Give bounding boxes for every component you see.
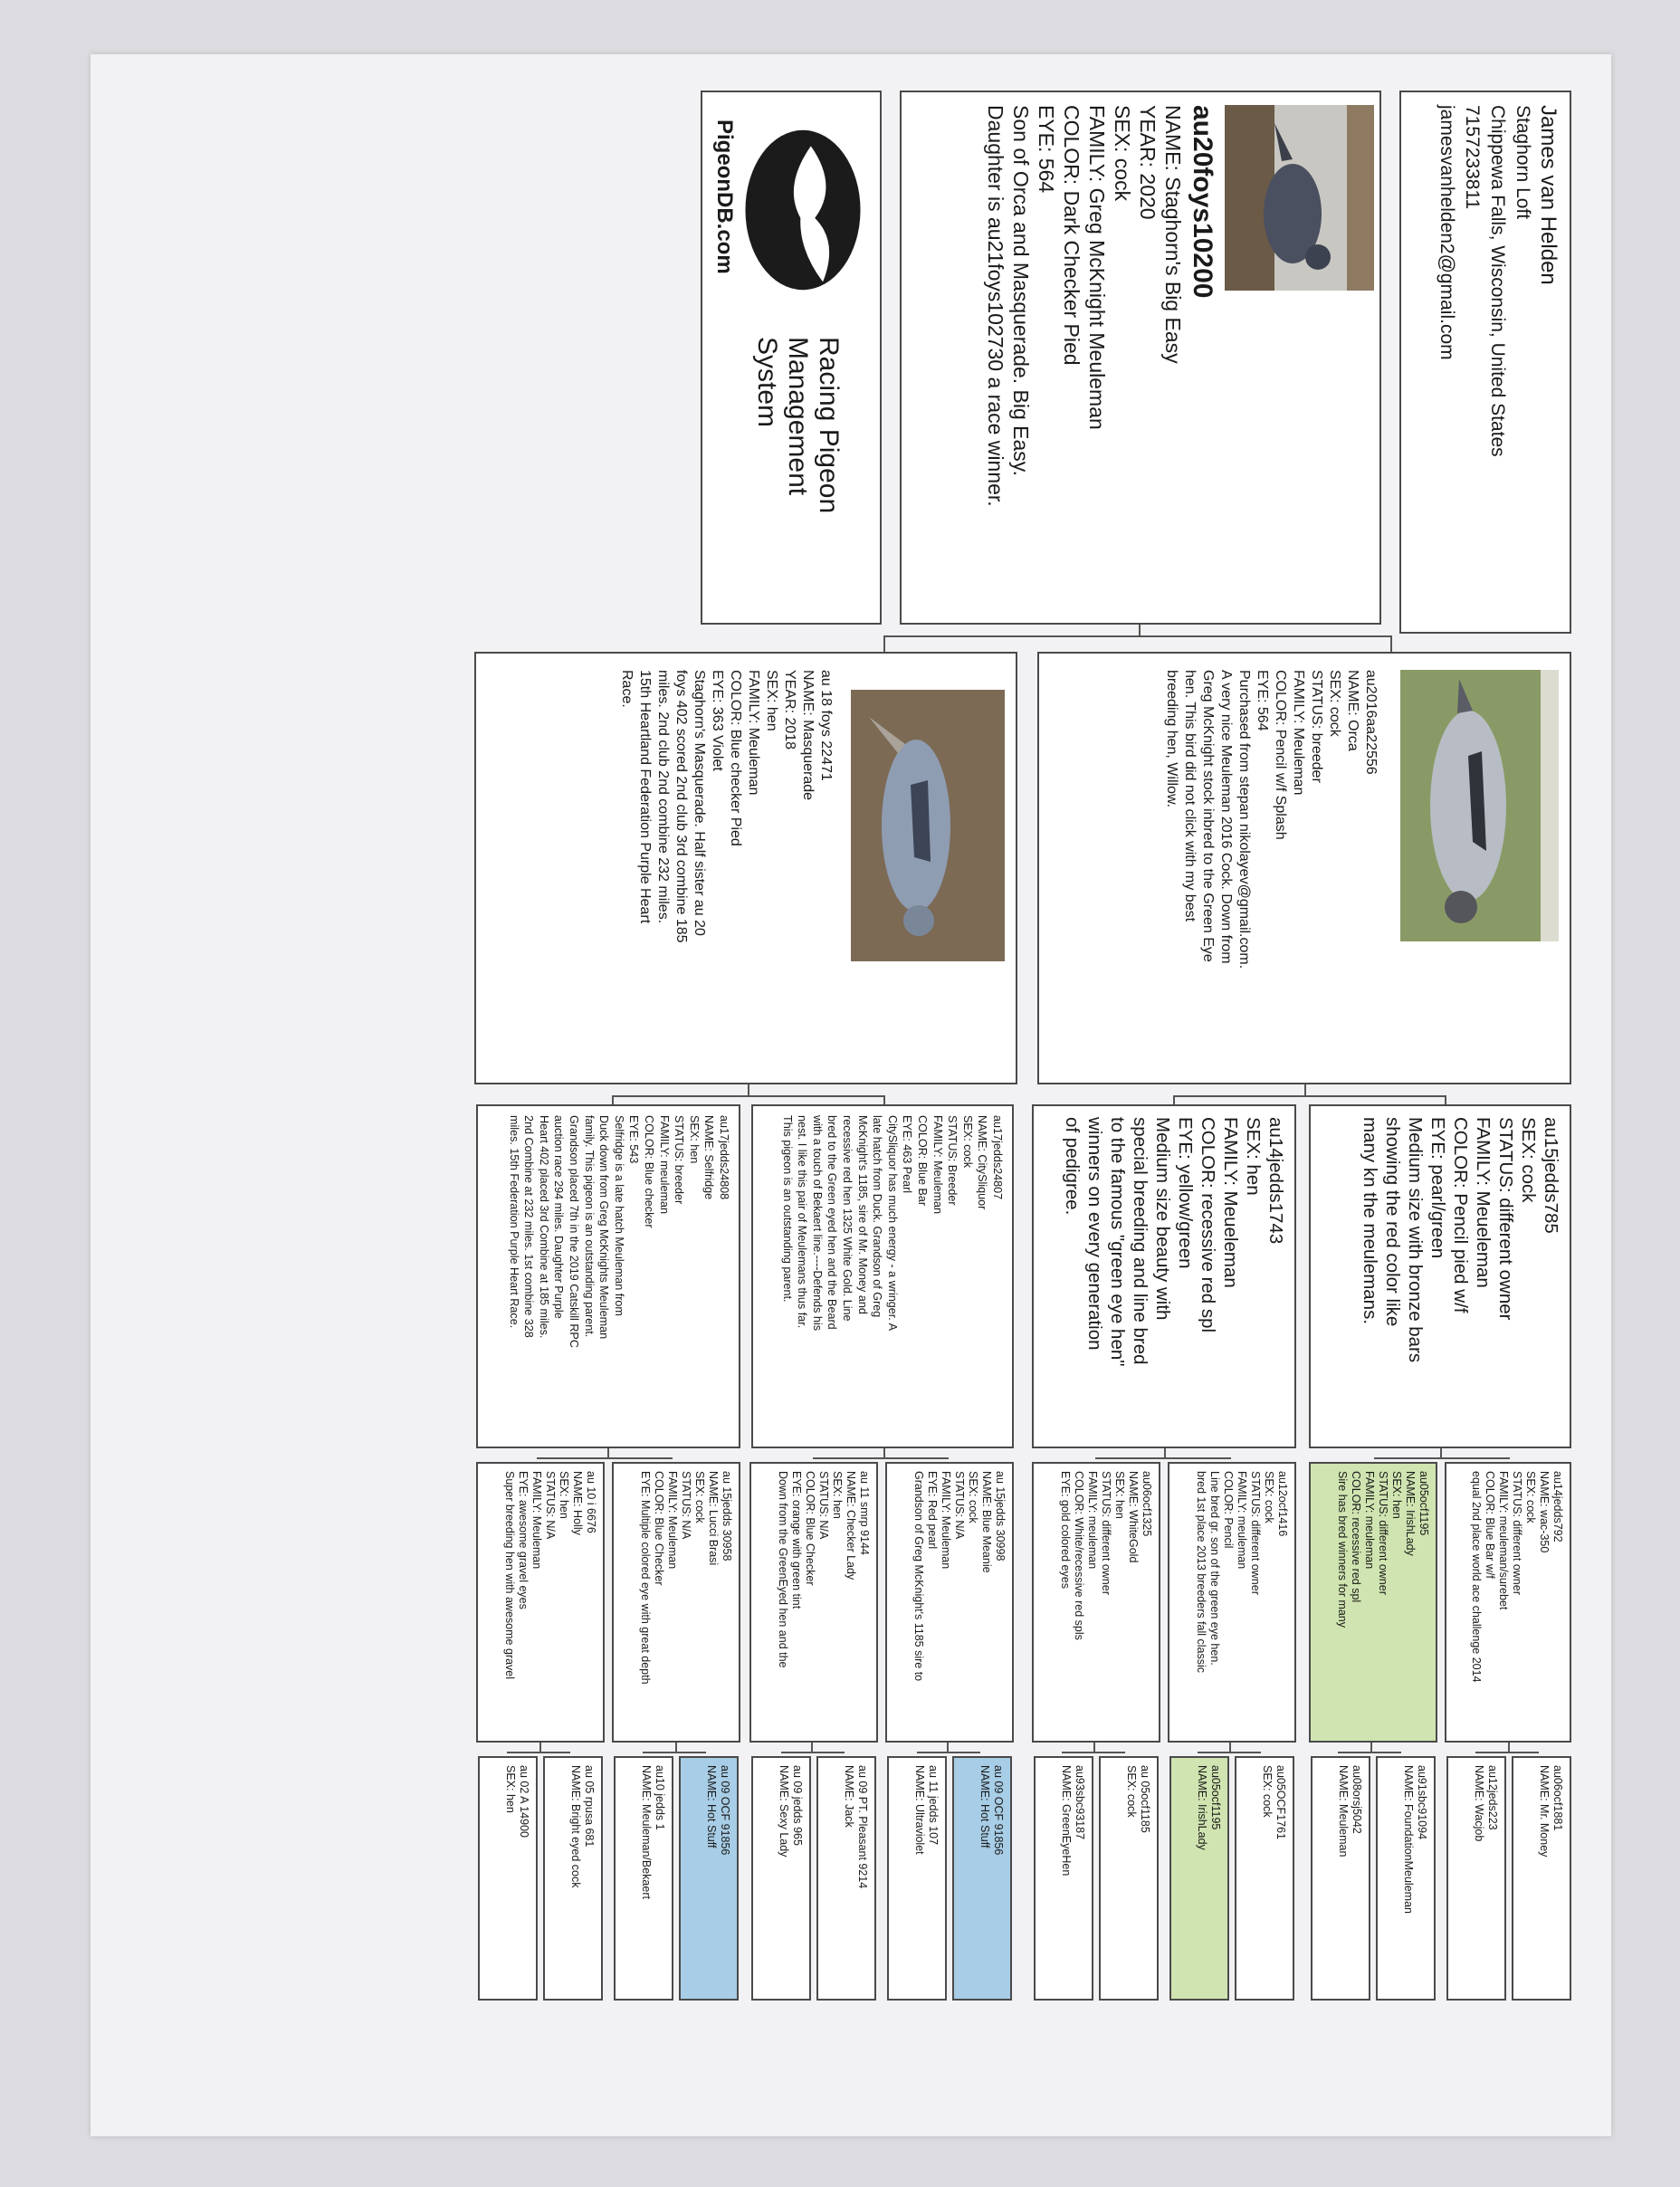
ancestor-box [1311, 1756, 1370, 2001]
great-grandparent-details: au05ocf1195 NAME: IrishLady SEX: hen STATUS: different owner FAMILY: meuleman COLOR: recessive red spl Sire has bred winners for many [1336, 1471, 1430, 1628]
connector [1173, 1095, 1175, 1104]
subject-year: YEAR: 2020 [1136, 105, 1160, 220]
ancestor-details: au 09 jedds 965 NAME: Sexy Lady [778, 1765, 804, 1858]
subject-details [983, 105, 1218, 612]
grandsire-box [1309, 1104, 1571, 1448]
ancestor-box [816, 1756, 876, 2001]
connector [1198, 1752, 1261, 1753]
great-grandparent-details: au 15jedds 30998 NAME: Blue Meanie SEX: cock STATUS: N/A FAMILY: Meuleman EYE: Red pearl Grandson of Greg McKnight's 1185 sire to [912, 1471, 1007, 1682]
ancestor-box [1034, 1756, 1093, 2001]
great-grandparent-box [1168, 1462, 1296, 1743]
granddam-box [476, 1104, 740, 1448]
ancestor-details: au 09 OCF 91856 NAME: Hot Stuff [978, 1765, 1005, 1856]
connector [537, 1457, 673, 1459]
connector [607, 1448, 609, 1457]
dam-details: au 18 foys 22471 NAME: Masquerade YEAR: 2018 SEX: hen FAMILY: Meuleman COLOR: Blue checker Pied EYE: 363 Violet Staghorn's Masquerade. Half sister au 20 foys 402 scored 2nd club 3rd combine 185 miles. 2nd club 2nd combine 232 miles. 15th Heartland Federation Purple Heart Race. [619, 670, 834, 943]
subject-family: FAMILY: Greg McKnight Meuleman [1085, 105, 1109, 430]
connector [643, 1752, 706, 1753]
grandsire-box [751, 1104, 1014, 1448]
ancestor-box [1169, 1756, 1229, 2001]
dam-photo [851, 690, 1005, 961]
ancestor-details: au 05ocf1185 SEX: cock [1125, 1765, 1151, 1833]
ancestor-box [1376, 1756, 1436, 2001]
subject-box [900, 91, 1381, 625]
subject-notes: Son of Orca and Masquerade. Big Easy. Daughter is au21foys102730 a race winner. [984, 105, 1033, 507]
ancestor-details: au05ocf1195 NAME: IrishLady [1196, 1765, 1222, 1850]
connector [883, 635, 885, 652]
ancestor-box [614, 1756, 673, 2001]
granddam-details: au17jedds24808 NAME: Selfridge SEX: hen STATUS: breeder FAMILY: meuleman COLOR: Blue checker EYE: 543 Selfridge is a late hatch Meuleman from Duck down from Greg McKnights Meuleman family. This pigeon is an outstanding parent. Grandson placed 7th in the 2019 Catskill RPC auction race 294 miles. Daughter Purple Heart 402 placed 3rd Combine at 185 miles. 2nd Combine at 232 miles. 1st combine 328 miles. 15th Federation Purple Heart Race. [507, 1115, 730, 1348]
owner-name: James van Helden [1536, 105, 1561, 285]
grandsire-details: au15jedds785 SEX: cock STATUS: different owner FAMILY: Meueleman COLOR: Pencil pied w/f EYE: pearl/green Medium size with bronze bars showing the red color like many kn the meulemans. [1360, 1117, 1561, 1363]
connector [1095, 1457, 1231, 1459]
connector [1445, 1095, 1446, 1104]
pigeon-photo-icon [1400, 670, 1559, 941]
ancestor-box [751, 1756, 811, 2001]
ancestor-details: au12jeds223 NAME: Wacjob [1473, 1765, 1499, 1842]
logo-tagline: Racing Pigeon Management System [752, 337, 844, 514]
ancestor-box [543, 1756, 603, 2001]
great-grandparent-details: au 15jedds 30958 NAME: Lucci Brasi SEX: cock STATUS: N/A FAMILY: Meuleman COLOR: Blue Checker EYE: Multiple colored eye with great depth [639, 1471, 733, 1685]
ancestor-details: au06ocf1881 NAME: Mr. Money [1538, 1765, 1564, 1858]
logo-text: PigeonDB.com [712, 119, 737, 274]
owner-phone: 7157233811 [1462, 105, 1483, 210]
sire-details: au2016aa22556 NAME: Orca SEX: cock STATUS: breeder FAMILY: Meuleman COLOR: Pencil w/f Splash EYE: 564 Purchased from stepan nikolayev@gmail.com. A very nice Meuleman 2016 Cock. Down from Greg McKnight stock inbred to the Green Eye hen. This bird did not click with my best breeding hen, Willow. [1164, 670, 1379, 969]
pigeon-photo-icon [1225, 105, 1374, 291]
dam-box [474, 652, 1017, 1084]
logo-box [701, 91, 882, 625]
ancestor-details: au 05 rpusa 681 NAME: Bright eyed cock [569, 1765, 596, 1888]
pedigree-page [125, 81, 1573, 2109]
great-grandparent-details: au14jedds792 NAME: wac-350 SEX: cock STATUS: different owner FAMILY: meuleman/surebet COLOR: Blue Bar w/f equal 2nd place world ace challenge 2014 [1470, 1471, 1564, 1683]
connector [1304, 1084, 1306, 1095]
connector [917, 1752, 980, 1753]
connector [1374, 1457, 1510, 1459]
great-grandparent-box [749, 1462, 878, 1743]
connector [1139, 625, 1141, 635]
ancestor-box [1446, 1756, 1506, 2001]
ancestor-box [1099, 1756, 1159, 2001]
subject-color: COLOR: Dark Checker Pied [1060, 105, 1083, 366]
connector [1440, 1448, 1442, 1457]
ancestor-box [478, 1756, 538, 2001]
ancestor-details: au 09 PT. Pleasant 9214 NAME: Jack [843, 1765, 869, 1889]
great-grandparent-details: au12ocf1416 SEX: cock STATUS: different owner FAMILY: meuleman COLOR: Pencil Line bred gr. son of the green eye hen. bred 1st place 2013 breeders fall classic [1195, 1471, 1289, 1674]
ancestor-box [1235, 1756, 1294, 2001]
connector [1338, 1752, 1401, 1753]
pigeon-photo-icon [851, 690, 1005, 961]
subject-name: NAME: Staghorn's Big Easy [1161, 105, 1185, 364]
subject-eye: EYE: 564 [1035, 105, 1058, 194]
sire-box [1037, 652, 1571, 1084]
ancestor-details: au93sbc93187 NAME: GreenEyeHen [1060, 1765, 1086, 1877]
connector [813, 1457, 949, 1459]
connector [507, 1752, 570, 1753]
connector [748, 1084, 749, 1095]
owner-email: jamesvanhelden2@gmail.com [1437, 105, 1457, 360]
great-grandparent-details: au06ocf1325 NAME: WhiteGold SEX: hen STATUS: different owner FAMILY: meuleman COLOR: White/recessive red spls EYE: gold colored eyes [1059, 1471, 1153, 1640]
subject-band: au20foys10200 [1188, 105, 1217, 299]
great-grandparent-box [885, 1462, 1014, 1743]
great-grandparent-box [1309, 1462, 1437, 1743]
connector [1062, 1752, 1125, 1753]
ancestor-details: au05OCF1761 SEX: cock [1261, 1765, 1287, 1840]
granddam-details: au14jedds1743 SEX: hen FAMILY: Meueleman COLOR: recessive red spl EYE: yellow/green Medium size beauty with special breeding and line bred to the famous "green eye hen" winners on every generation of pedigree. [1062, 1117, 1286, 1367]
connector [1164, 1448, 1166, 1457]
connector [883, 1448, 885, 1457]
ancestor-details: au91sbc91094 NAME: FoundationMeuleman [1402, 1765, 1428, 1914]
great-grandparent-details: au 10 i 6676 NAME: Holly SEX: hen STATUS: N/A FAMILY: Meuleman EYE: awesome gravel eyes Super breeding hen with awesome gravel [503, 1471, 597, 1679]
connector [883, 1095, 885, 1104]
connector [612, 1095, 614, 1104]
ancestor-details: au 11 jedds 107 NAME: Ultraviolet [913, 1765, 940, 1855]
ancestor-box [887, 1756, 947, 2001]
connector [1175, 1095, 1446, 1097]
ancestor-details: au 02 A 14900 SEX: hen [504, 1765, 530, 1838]
great-grandparent-box [1445, 1462, 1571, 1743]
subject-photo [1225, 105, 1374, 291]
great-grandparent-details: au 11 smrp 9144 NAME: Checker Lady SEX: hen STATUS: N/A COLOR: Blue Checker EYE: orange with green tint Down from the GreenEyed hen and the [777, 1471, 871, 1668]
ancestor-details: au08orsj5042 NAME: Meuleman [1337, 1765, 1363, 1858]
connector [885, 635, 1392, 637]
sire-photo [1400, 670, 1559, 941]
ancestor-details: au 09 OCF 91856 NAME: Hot Stuff [705, 1765, 731, 1856]
owner-location: Chippewa Falls, Wisconsin, United States [1487, 105, 1508, 457]
ancestor-details: au10 jedds 1 NAME: Meuleman/Bekaert [640, 1765, 666, 1899]
pigeondb-logo [735, 110, 871, 310]
grandsire-details: au17jedds24807 NAME: CitySliquor SEX: cock STATUS: Breeder FAMILY: Meuleman COLOR: Blue Bar EYE: 463 Pearl CitySliquor has much energy - a wringer. A late hatch from Duck. Grandson of Greg McKnight's 1185, sire of Mr. Money and recessive red hen 1325 White Gold. Line bred to the Green eyed hen and the Beard with a touch of Bekaert line.----Defends his nest. I like this pair of Meulemans thus far. This pigeon is an outstanding parent. [780, 1115, 1004, 1331]
granddam-box [1032, 1104, 1296, 1448]
connector [1475, 1752, 1539, 1753]
great-grandparent-box [476, 1462, 605, 1743]
subject-sex: SEX: cock [1111, 105, 1134, 202]
owner-box [1399, 91, 1571, 634]
great-grandparent-box [612, 1462, 740, 1743]
ancestor-box [952, 1756, 1012, 2001]
ancestor-box [1512, 1756, 1571, 2001]
ancestor-box [679, 1756, 739, 2001]
connector [614, 1095, 885, 1097]
connector [781, 1752, 845, 1753]
great-grandparent-box [1032, 1462, 1160, 1743]
connector [1390, 635, 1392, 652]
owner-loft: Staghorn Loft [1513, 105, 1533, 220]
